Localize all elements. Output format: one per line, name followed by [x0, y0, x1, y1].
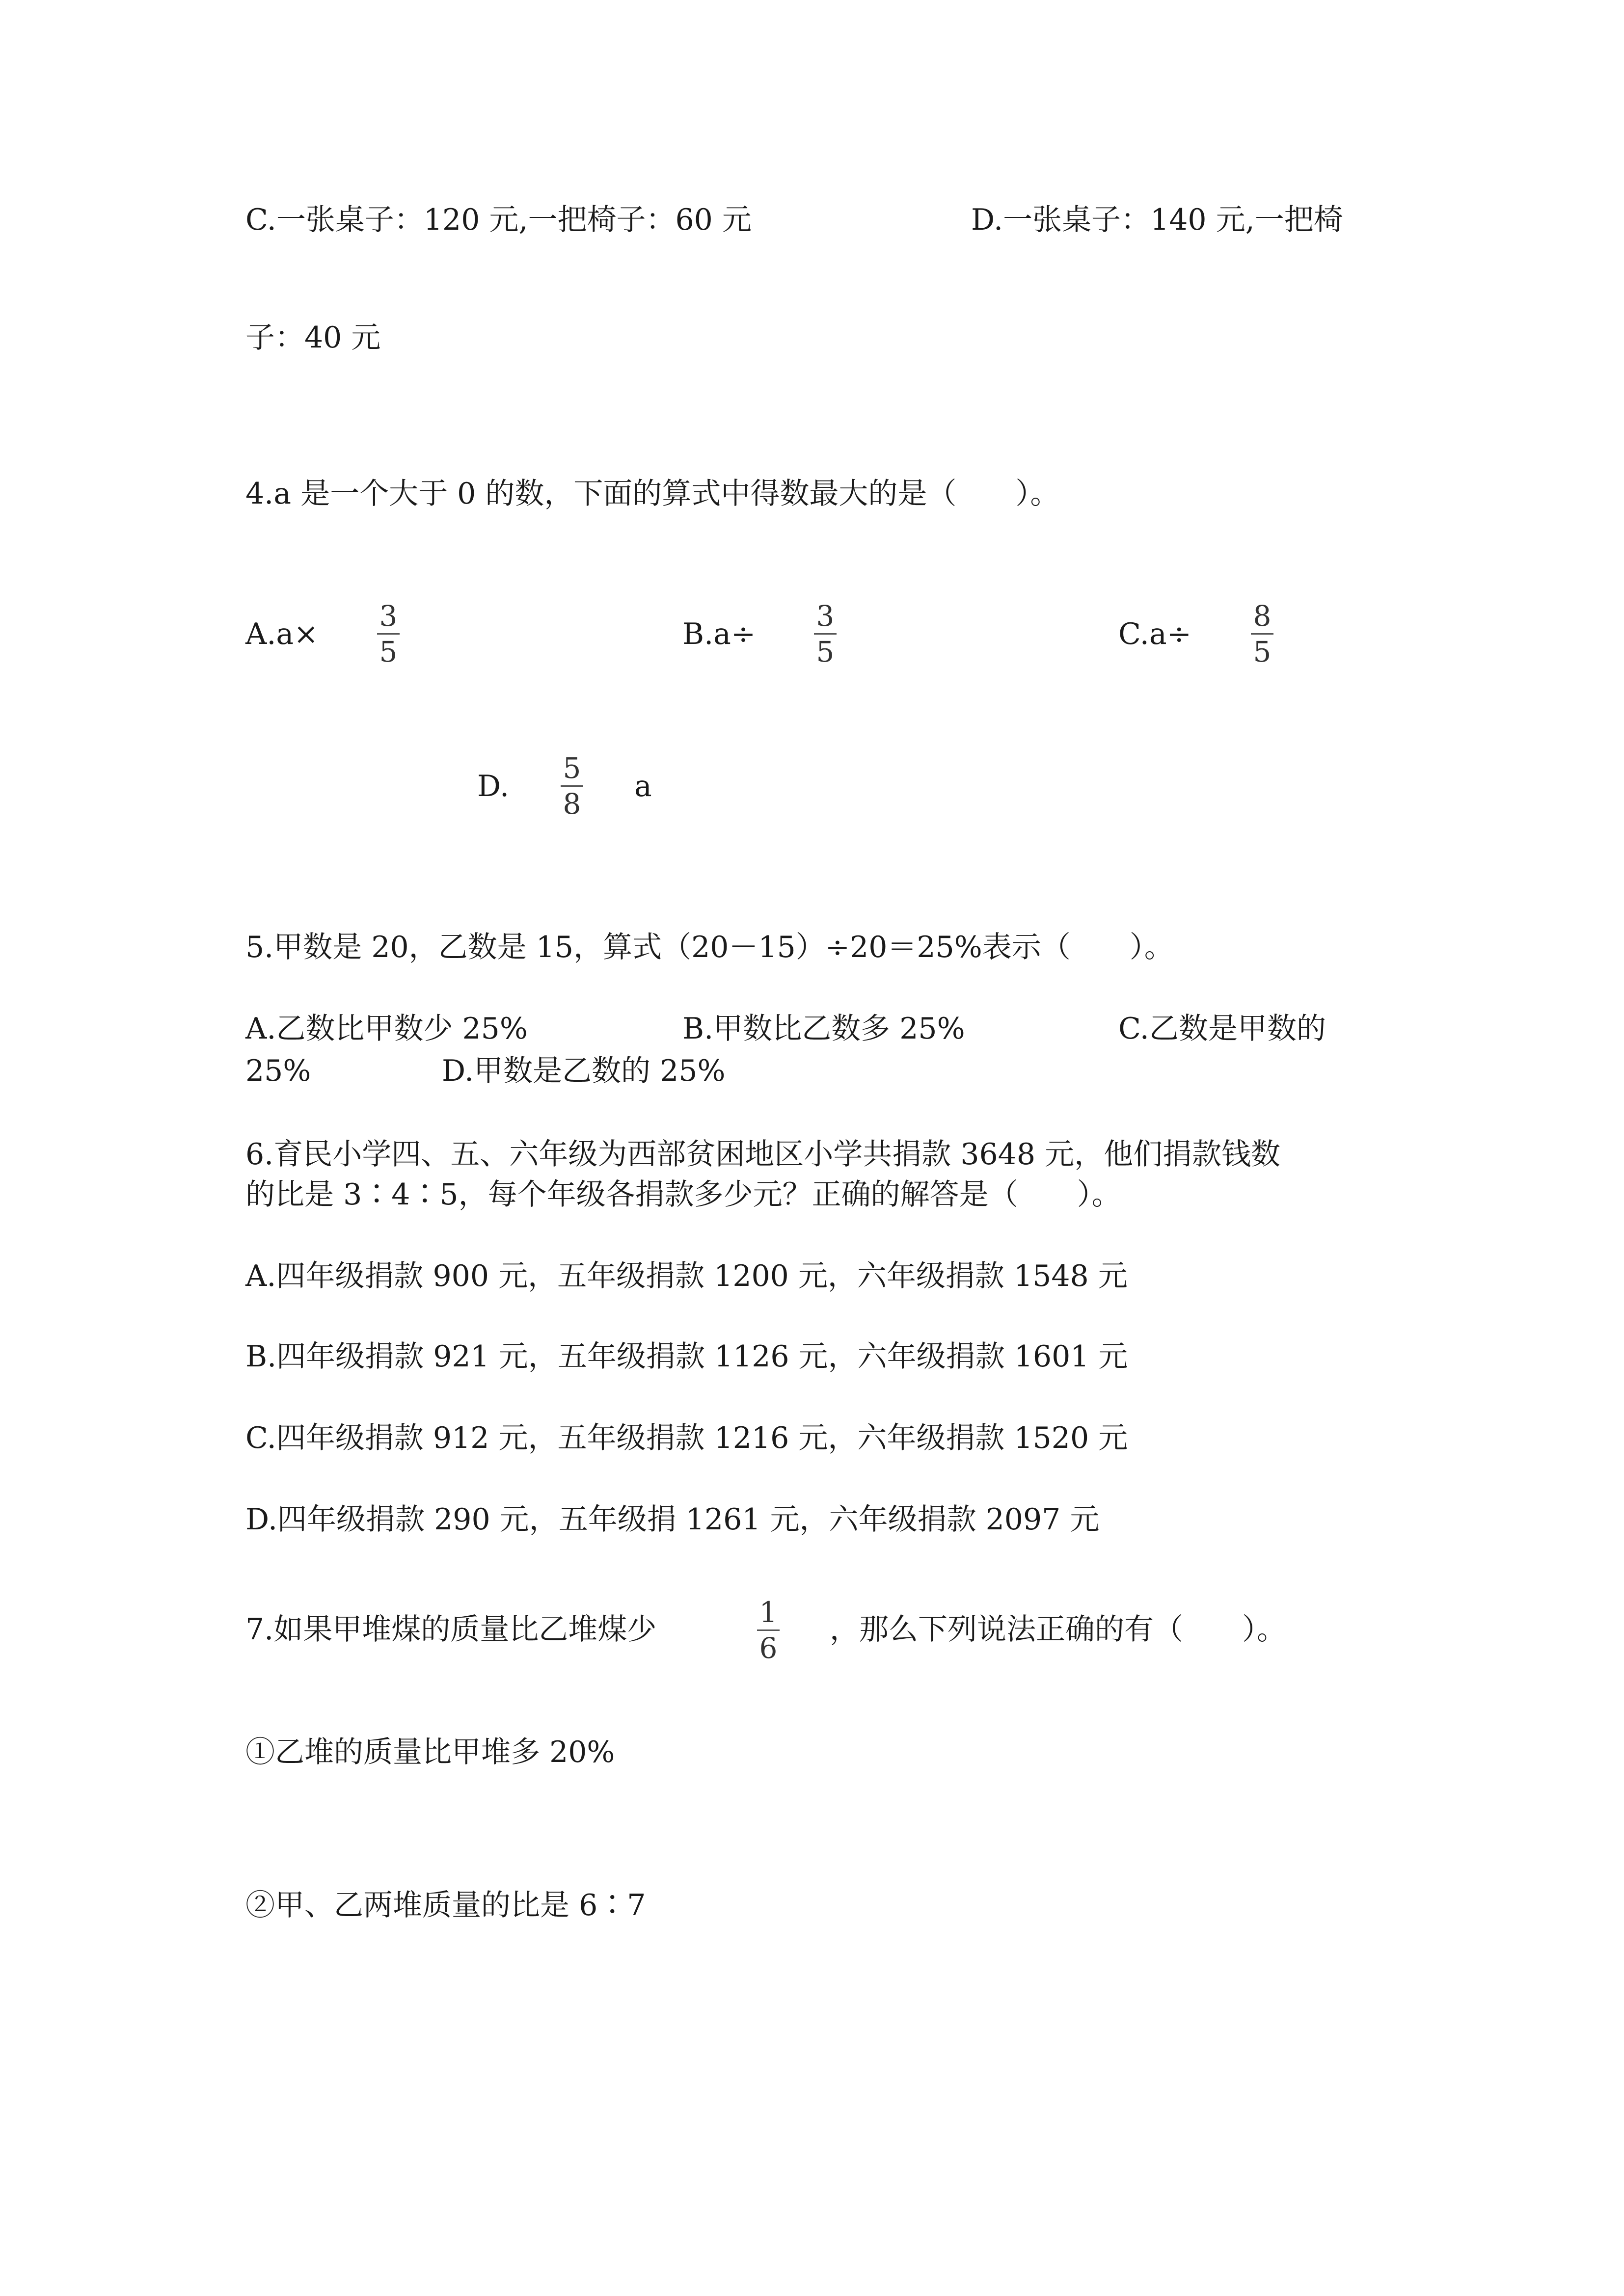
fraction-denominator: 5: [816, 635, 835, 668]
q5-option-c-line1: C.乙数是甲数的: [1118, 1012, 1326, 1046]
q6-option-b: B.四年级捐款 921 元，五年级捐款 1126 元，六年级捐款 1601 元: [245, 1339, 1128, 1374]
fraction-numerator: 5: [563, 751, 581, 785]
q4-option-b-fraction: [814, 601, 837, 667]
fraction-bar: [561, 785, 583, 787]
q6-stem-line1: 6.育民小学四、五、六年级为西部贫困地区小学共捐款 3648 元，他们捐款钱数: [245, 1137, 1281, 1172]
fraction-denominator: 5: [379, 635, 398, 668]
q4-stem: 4.a 是一个大于 0 的数，下面的算式中得数最大的是（ ）。: [245, 477, 1060, 511]
q3-option-d-line2: 子：40 元: [245, 320, 381, 355]
q3-option-c: C.一张桌子：120 元,一把椅子：60 元: [245, 203, 752, 237]
fraction-bar: [1251, 633, 1273, 635]
q3-option-d-line1: D.一张桌子：140 元,一把椅: [971, 203, 1343, 237]
fraction-bar: [757, 1629, 780, 1631]
fraction-bar: [377, 633, 400, 635]
q6-option-a: A.四年级捐款 900 元，五年级捐款 1200 元，六年级捐款 1548 元: [245, 1259, 1128, 1293]
q4-option-c-fraction: [1251, 601, 1273, 667]
q6-stem-line2: 的比是 3∶4∶5，每个年级各捐款多少元？正确的解答是（ ）。: [245, 1177, 1121, 1212]
q5-option-b: B.甲数比乙数多 25%: [682, 1012, 965, 1046]
fraction-bar: [814, 633, 837, 635]
q6-option-c: C.四年级捐款 912 元，五年级捐款 1216 元，六年级捐款 1520 元: [245, 1421, 1128, 1455]
q4-option-a-label: A.a×: [245, 617, 319, 651]
q4-option-b-label: B.a÷: [682, 617, 756, 651]
q5-option-d: D.甲数是乙数的 25%: [442, 1054, 726, 1088]
q4-option-c-label: C.a÷: [1118, 617, 1191, 651]
q4-option-a-fraction: [377, 601, 400, 667]
q7-stem-before: 7.如果甲堆煤的质量比乙堆煤少: [245, 1612, 657, 1647]
fraction-denominator: 5: [1253, 635, 1272, 668]
fraction-numerator: 3: [816, 599, 835, 633]
fraction-denominator: 6: [759, 1631, 778, 1665]
q4-option-d-suffix: a: [634, 769, 652, 803]
q5-option-a: A.乙数比甲数少 25%: [245, 1012, 528, 1046]
q5-stem: 5.甲数是 20，乙数是 15，算式（20－15）÷20＝25%表示（ ）。: [245, 930, 1174, 964]
q7-stem-after: ，那么下列说法正确的有（ ）。: [830, 1612, 1286, 1647]
fraction-numerator: 8: [1253, 599, 1272, 633]
q4-option-d-label: D.: [477, 769, 510, 803]
fraction-denominator: 8: [563, 787, 581, 821]
q7-statement-1: ①乙堆的质量比甲堆多 20%: [245, 1735, 615, 1769]
q7-fraction: [757, 1597, 780, 1663]
q5-option-c-line2: 25%: [245, 1054, 311, 1088]
q4-option-d-fraction: [561, 753, 583, 819]
fraction-numerator: 1: [759, 1596, 778, 1629]
q7-statement-2: ②甲、乙两堆质量的比是 6∶7: [245, 1888, 646, 1922]
q6-option-d: D.四年级捐款 290 元，五年级捐 1261 元，六年级捐款 2097 元: [245, 1502, 1100, 1537]
fraction-numerator: 3: [379, 599, 398, 633]
